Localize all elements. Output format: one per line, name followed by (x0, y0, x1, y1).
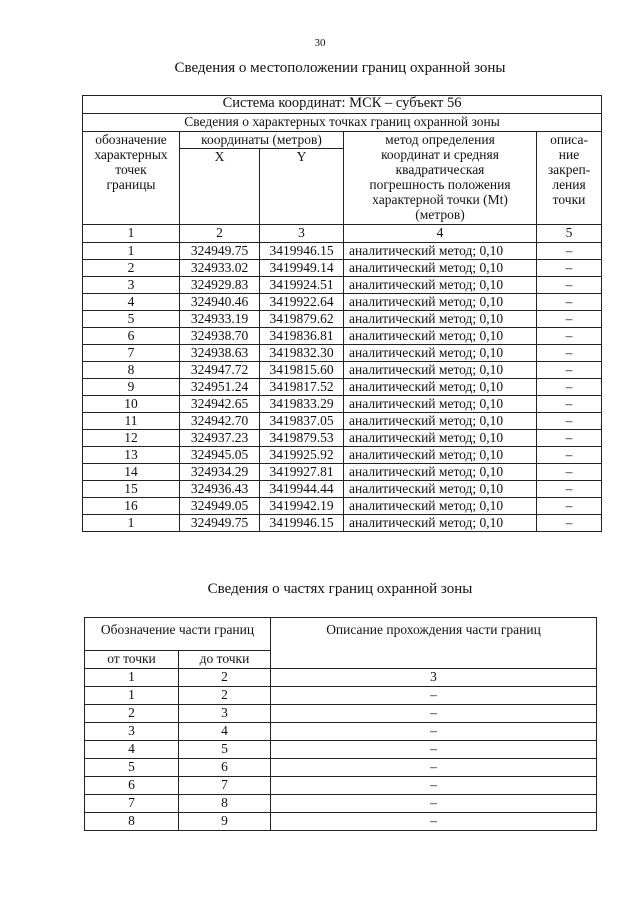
header-part-desc: Описание прохождения части границ (271, 618, 597, 669)
header-point-line: характерных (94, 147, 168, 162)
table-row (83, 481, 602, 498)
header-to: до точки (179, 651, 271, 669)
point-cell: 16 (83, 498, 180, 515)
coordinate-system-row (83, 96, 602, 114)
y-cell: 3419946.15 (260, 243, 344, 260)
method-cell: аналитический метод; 0,10 (344, 294, 537, 311)
header-point-line: обозначение (95, 132, 167, 147)
column-number: 3 (260, 225, 344, 243)
method-cell: аналитический метод; 0,10 (344, 345, 537, 362)
x-cell: 324942.70 (180, 413, 260, 430)
from-cell: 2 (85, 705, 179, 723)
y-cell: 3419942.19 (260, 498, 344, 515)
desc-cell: – (537, 243, 602, 260)
x-cell: 324947.72 (180, 362, 260, 379)
method-cell: аналитический метод; 0,10 (344, 413, 537, 430)
table-row (83, 260, 602, 277)
desc-cell: – (537, 430, 602, 447)
x-cell: 324933.02 (180, 260, 260, 277)
point-cell: 15 (83, 481, 180, 498)
x-cell: 324949.05 (180, 498, 260, 515)
method-cell: аналитический метод; 0,10 (344, 260, 537, 277)
method-cell: аналитический метод; 0,10 (344, 498, 537, 515)
from-cell: 5 (85, 759, 179, 777)
section-title-boundaries: Сведения о местоположении границ охранной зоны (174, 60, 506, 76)
header-desc (537, 132, 602, 225)
parts-header-row (85, 618, 597, 651)
table-row (83, 447, 602, 464)
header-point (83, 132, 180, 225)
from-cell: 8 (85, 813, 179, 831)
header-y: Y (260, 149, 344, 225)
table-row (83, 362, 602, 379)
desc-cell: – (271, 741, 597, 759)
x-cell: 324938.63 (180, 345, 260, 362)
boundary-parts-table (84, 617, 597, 831)
y-cell: 3419925.92 (260, 447, 344, 464)
point-cell: 14 (83, 464, 180, 481)
desc-cell: – (271, 687, 597, 705)
point-cell: 3 (83, 277, 180, 294)
y-cell: 3419879.62 (260, 311, 344, 328)
method-cell: аналитический метод; 0,10 (344, 515, 537, 532)
x-cell: 324949.75 (180, 515, 260, 532)
header-desc-line: описа- (550, 132, 588, 147)
column-number: 2 (179, 669, 271, 687)
to-cell: 8 (179, 795, 271, 813)
desc-cell: – (537, 345, 602, 362)
method-cell: аналитический метод; 0,10 (344, 362, 537, 379)
table-row (83, 345, 602, 362)
table-row (85, 813, 597, 831)
header-from: от точки (85, 651, 179, 669)
desc-cell: – (537, 515, 602, 532)
table-row (83, 277, 602, 294)
table-row (85, 741, 597, 759)
point-cell: 12 (83, 430, 180, 447)
table-row (83, 396, 602, 413)
method-cell: аналитический метод; 0,10 (344, 243, 537, 260)
header-point-line: границы (106, 177, 156, 192)
method-cell: аналитический метод; 0,10 (344, 481, 537, 498)
method-cell: аналитический метод; 0,10 (344, 311, 537, 328)
desc-cell: – (537, 447, 602, 464)
point-cell: 9 (83, 379, 180, 396)
desc-cell: – (537, 311, 602, 328)
coordinate-system: Система координат: МСК – субъект 56 (83, 96, 602, 114)
method-cell: аналитический метод; 0,10 (344, 430, 537, 447)
desc-cell: – (271, 723, 597, 741)
header-method-line: метод определения (385, 132, 495, 147)
point-cell: 6 (83, 328, 180, 345)
table-row (85, 687, 597, 705)
points-body (83, 243, 602, 532)
table-row (83, 328, 602, 345)
desc-cell: – (271, 795, 597, 813)
header-method (344, 132, 537, 225)
x-cell: 324945.05 (180, 447, 260, 464)
table-row (83, 243, 602, 260)
desc-cell: – (537, 260, 602, 277)
x-cell: 324933.19 (180, 311, 260, 328)
to-cell: 6 (179, 759, 271, 777)
method-cell: аналитический метод; 0,10 (344, 328, 537, 345)
point-cell: 11 (83, 413, 180, 430)
desc-cell: – (271, 759, 597, 777)
x-cell: 324934.29 (180, 464, 260, 481)
point-cell: 5 (83, 311, 180, 328)
desc-cell: – (271, 705, 597, 723)
y-cell: 3419836.81 (260, 328, 344, 345)
desc-cell: – (537, 413, 602, 430)
column-number: 4 (344, 225, 537, 243)
table-row (83, 311, 602, 328)
table-row (85, 705, 597, 723)
table-row (85, 795, 597, 813)
point-cell: 8 (83, 362, 180, 379)
header-method-line: квадратическая (395, 162, 485, 177)
point-cell: 2 (83, 260, 180, 277)
table-row (83, 498, 602, 515)
header-method-line: характерной точки (Mt) (372, 192, 508, 207)
point-cell: 4 (83, 294, 180, 311)
section-title-parts: Сведения о частях границ охранной зоны (207, 581, 473, 597)
header-coords: координаты (метров) (180, 132, 344, 149)
column-number: 1 (85, 669, 179, 687)
desc-cell: – (537, 277, 602, 294)
y-cell: 3419815.60 (260, 362, 344, 379)
y-cell: 3419833.29 (260, 396, 344, 413)
point-cell: 10 (83, 396, 180, 413)
table-row (83, 430, 602, 447)
column-number: 2 (180, 225, 260, 243)
header-desc-line: закреп- (547, 162, 591, 177)
table-row (85, 759, 597, 777)
table-row (85, 777, 597, 795)
y-cell: 3419949.14 (260, 260, 344, 277)
x-cell: 324937.23 (180, 430, 260, 447)
desc-cell: – (271, 813, 597, 831)
header-desc-line: ние (558, 147, 580, 162)
point-cell: 7 (83, 345, 180, 362)
to-cell: 2 (179, 687, 271, 705)
from-cell: 3 (85, 723, 179, 741)
header-desc-line: ления (552, 177, 586, 192)
to-cell: 3 (179, 705, 271, 723)
y-cell: 3419946.15 (260, 515, 344, 532)
method-cell: аналитический метод; 0,10 (344, 464, 537, 481)
desc-cell: – (537, 328, 602, 345)
from-cell: 6 (85, 777, 179, 795)
method-cell: аналитический метод; 0,10 (344, 277, 537, 294)
column-numbers-row (83, 225, 602, 243)
desc-cell: – (537, 464, 602, 481)
y-cell: 3419924.51 (260, 277, 344, 294)
column-number: 3 (271, 669, 597, 687)
header-method-line: координат и средняя (381, 147, 499, 162)
method-cell: аналитический метод; 0,10 (344, 379, 537, 396)
method-cell: аналитический метод; 0,10 (344, 447, 537, 464)
table-subtitle: Сведения о характерных точках границ охранной зоны (83, 114, 602, 132)
x-cell: 324929.83 (180, 277, 260, 294)
point-cell: 1 (83, 515, 180, 532)
y-cell: 3419837.05 (260, 413, 344, 430)
table-row (83, 464, 602, 481)
method-cell: аналитический метод; 0,10 (344, 396, 537, 413)
header-part: Обозначение части границ (85, 618, 271, 651)
point-cell: 13 (83, 447, 180, 464)
header-point-line: точек (115, 162, 147, 177)
to-cell: 7 (179, 777, 271, 795)
desc-cell: – (537, 362, 602, 379)
header-method-line: погрешность положения (369, 177, 511, 192)
page-number: 30 (314, 37, 326, 49)
desc-cell: – (537, 498, 602, 515)
table-row (83, 515, 602, 532)
desc-cell: – (537, 294, 602, 311)
header-method-line: (метров) (415, 207, 465, 222)
x-cell: 324942.65 (180, 396, 260, 413)
table-subtitle-row (83, 114, 602, 132)
parts-column-numbers-row (85, 669, 597, 687)
table-row (83, 294, 602, 311)
y-cell: 3419944.44 (260, 481, 344, 498)
header-desc-line: точки (552, 192, 586, 207)
x-cell: 324938.70 (180, 328, 260, 345)
from-cell: 7 (85, 795, 179, 813)
x-cell: 324951.24 (180, 379, 260, 396)
y-cell: 3419927.81 (260, 464, 344, 481)
desc-cell: – (537, 379, 602, 396)
header-x: X (180, 149, 260, 225)
header-row (83, 132, 602, 149)
parts-body (85, 687, 597, 831)
table-row (83, 379, 602, 396)
table-row (85, 723, 597, 741)
to-cell: 9 (179, 813, 271, 831)
to-cell: 5 (179, 741, 271, 759)
y-cell: 3419922.64 (260, 294, 344, 311)
x-cell: 324940.46 (180, 294, 260, 311)
y-cell: 3419832.30 (260, 345, 344, 362)
column-number: 5 (537, 225, 602, 243)
x-cell: 324936.43 (180, 481, 260, 498)
point-cell: 1 (83, 243, 180, 260)
desc-cell: – (537, 481, 602, 498)
from-cell: 1 (85, 687, 179, 705)
characteristic-points-table (82, 95, 602, 532)
column-number: 1 (83, 225, 180, 243)
from-cell: 4 (85, 741, 179, 759)
to-cell: 4 (179, 723, 271, 741)
y-cell: 3419879.53 (260, 430, 344, 447)
table-row (83, 413, 602, 430)
y-cell: 3419817.52 (260, 379, 344, 396)
x-cell: 324949.75 (180, 243, 260, 260)
desc-cell: – (537, 396, 602, 413)
desc-cell: – (271, 777, 597, 795)
